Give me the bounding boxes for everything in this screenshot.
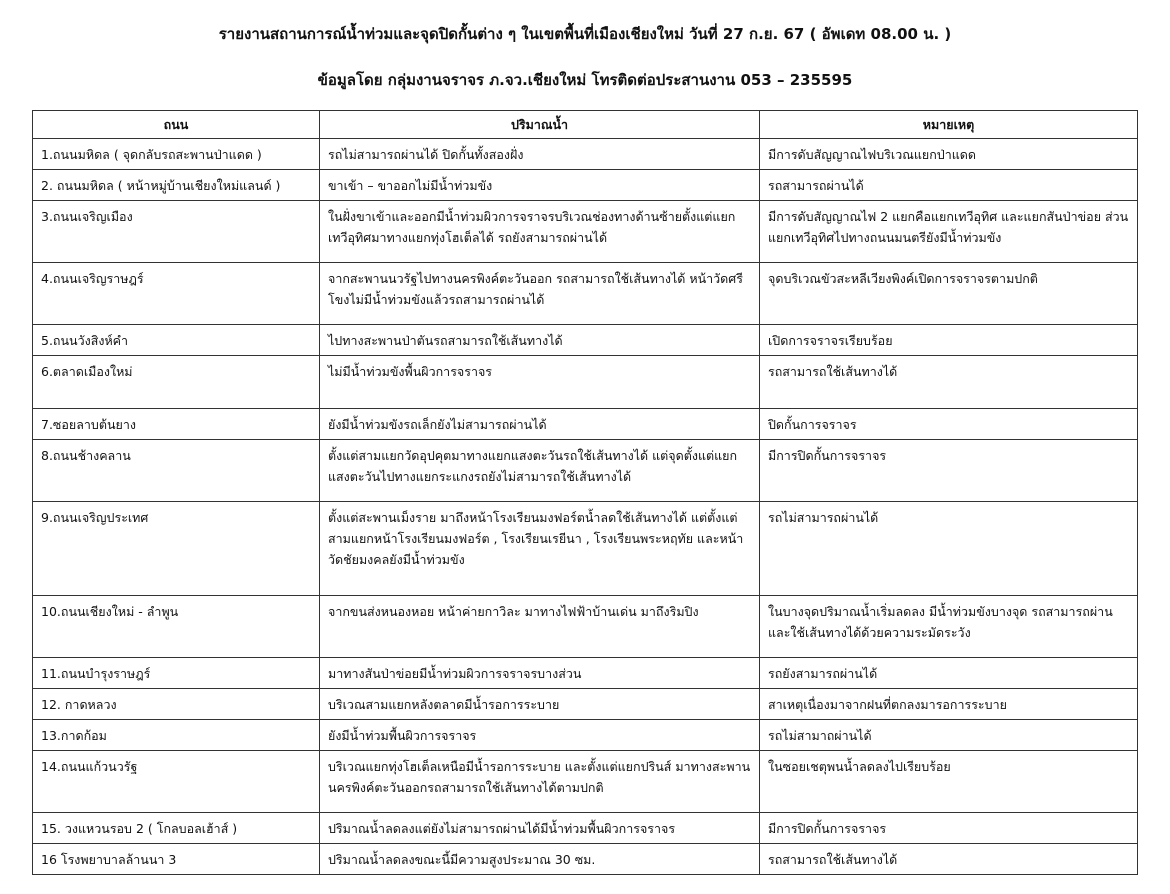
note-cell: จุดบริเวณขัวสะหลีเวียงพิงค์เปิดการจราจรตามปกติ [760,263,1138,325]
note-cell: ในซอยเชตุพนน้ำลดลงไปเรียบร้อย [760,751,1138,813]
road-cell: 12. กาดหลวง [33,689,320,720]
table-row [33,689,1138,720]
note-cell: ในบางจุดปริมาณน้ำเริ่มลดลง มีน้ำท่วมขังบางจุด รถสามารถผ่านและใช้เส้นทางได้ด้วยความระมัดระวัง [760,596,1138,658]
road-cell: 1.ถนนมหิดล ( จุดกลับรถสะพานป่าแดด ) [33,139,320,170]
table-row [33,813,1138,844]
road-cell: 16 โรงพยาบาลล้านนา 3 [33,844,320,875]
report-source-line: ข้อมูลโดย กลุ่มงานจราจร ภ.จว.เชียงใหม่ โทรติดต่อประสานงาน 053 – 235595 [317,71,853,89]
table-row [33,409,1138,440]
road-cell: 6.ตลาดเมืองใหม่ [33,356,320,409]
road-cell: 3.ถนนเจริญเมือง [33,201,320,263]
road-cell: 8.ถนนช้างคลาน [33,440,320,502]
note-cell: รถสามารถใช้เส้นทางได้ [760,844,1138,875]
water-cell: ขาเข้า – ขาออกไม่มีน้ำท่วมขัง [320,170,760,201]
water-cell: ปริมาณน้ำลดลงขณะนี้มีความสูงประมาณ 30 ซม. [320,844,760,875]
table-row [33,263,1138,325]
note-cell: รถยังสามารถผ่านได้ [760,658,1138,689]
report-title: รายงานสถานการณ์น้ำท่วมและจุดปิดกั้นต่าง ๆ ในเขตพื้นที่เมืองเชียงใหม่ วันที่ 27 ก.ย. 67 ( อัพเดท 08.00 น. ) [218,25,952,43]
note-cell: มีการปิดกั้นการจราจร [760,440,1138,502]
note-cell: มีการปิดกั้นการจราจร [760,813,1138,844]
column-header-road: ถนน [33,111,320,139]
water-cell: จากขนส่งหนองหอย หน้าค่ายกาวิละ มาทางไฟฟ้าบ้านเด่น มาถึงริมปิง [320,596,760,658]
water-cell: ปริมาณน้ำลดลงแต่ยังไม่สามารถผ่านได้มีน้ำท่วมพื้นผิวการจราจร [320,813,760,844]
note-cell: มีการดับสัญญาณไฟบริเวณแยกป่าแดด [760,139,1138,170]
table-row [33,325,1138,356]
road-cell: 5.ถนนวังสิงห์คำ [33,325,320,356]
table-row [33,502,1138,596]
water-cell: ยังมีน้ำท่วมขังรถเล็กยังไม่สามารถผ่านได้ [320,409,760,440]
water-cell: ยังมีน้ำท่วมพื้นผิวการจราจร [320,720,760,751]
road-cell: 2. ถนนมหิดล ( หน้าหมู่บ้านเชียงใหม่แลนด์ ) [33,170,320,201]
table-row [33,751,1138,813]
water-cell: จากสะพานนวรัฐไปทางนครพิงค์ตะวันออก รถสามารถใช้เส้นทางได้ หน้าวัดศรีโขงไม่มีน้ำท่วมขังแล้วรถสามารถผ่านได้ [320,263,760,325]
water-cell: ไปทางสะพานป่าตันรถสามารถใช้เส้นทางได้ [320,325,760,356]
water-cell: บริเวณแยกทุ่งโฮเต็ลเหนือมีน้ำรอการระบาย และตั้งแต่แยกปรินส์ มาทางสะพานนครพิงค์ตะวันออกรถสามารถใช้เส้นทางได้ตามปกติ [320,751,760,813]
table-row [33,201,1138,263]
note-cell: รถไม่สามาถผ่านได้ [760,720,1138,751]
note-cell: ปิดกั้นการจราจร [760,409,1138,440]
water-cell: ในฝั่งขาเข้าและออกมีน้ำท่วมผิวการจราจรบริเวณช่องทางด้านซ้ายตั้งแต่แยกเทวีอุทิศมาทางแยกทุ่งโฮเต็ลได้ รถยังสามารถผ่านได้ [320,201,760,263]
table-row [33,844,1138,875]
road-cell: 15. วงแหวนรอบ 2 ( โกลบอลเฮ้าส์ ) [33,813,320,844]
water-cell: มาทางสันป่าข่อยมีน้ำท่วมผิวการจราจรบางส่วน [320,658,760,689]
note-cell: รถไม่สามารถผ่านได้ [760,502,1138,596]
table-row [33,139,1138,170]
note-cell: รถสามารถใช้เส้นทางได้ [760,356,1138,409]
road-cell: 14.ถนนแก้วนวรัฐ [33,751,320,813]
table-row [33,596,1138,658]
road-cell: 11.ถนนบำรุงราษฎร์ [33,658,320,689]
flood-status-table [32,110,1138,875]
note-cell: สาเหตุเนื่องมาจากฝนที่ตกลงมารอการระบาย [760,689,1138,720]
road-cell: 10.ถนนเชียงใหม่ - ลำพูน [33,596,320,658]
road-cell: 4.ถนนเจริญราษฎร์ [33,263,320,325]
column-header-water-level: ปริมาณน้ำ [320,111,760,139]
water-cell: บริเวณสามแยกหลังตลาดมีน้ำรอการระบาย [320,689,760,720]
table-row [33,170,1138,201]
water-cell: รถไม่สามารถผ่านได้ ปิดกั้นทั้งสองฝั่ง [320,139,760,170]
column-header-remarks: หมายเหตุ [760,111,1138,139]
road-cell: 9.ถนนเจริญประเทศ [33,502,320,596]
water-cell: ตั้งแต่สะพานเม็งราย มาถึงหน้าโรงเรียนมงฟอร์ตน้ำลดใช้เส้นทางได้ แต่ตั้งแต่สามแยกหน้าโรงเรียนมงฟอร์ต , โรงเรียนเรยีนา , โรงเรียนพระหฤทัย และหน้าวัดชัยมงคลยังมีน้ำท่วมขัง [320,502,760,596]
table-row [33,356,1138,409]
note-cell: รถสามารถผ่านได้ [760,170,1138,201]
road-cell: 13.กาดก้อม [33,720,320,751]
table-row [33,720,1138,751]
note-cell: มีการดับสัญญาณไฟ 2 แยกคือแยกเทวีอุทิศ และแยกสันป่าข่อย ส่วนแยกเทวีอุทิศไปทางถนนมนตรียังมีน้ำท่วมขัง [760,201,1138,263]
table-header-row [33,111,1138,139]
road-cell: 7.ซอยลาบต้นยาง [33,409,320,440]
table-row [33,658,1138,689]
table-row [33,440,1138,502]
water-cell: ตั้งแต่สามแยกวัดอุปคุตมาทางแยกแสงตะวันรถใช้เส้นทางได้ แต่จุดตั้งแต่แยกแสงตะวันไปทางแยกระแกงรถยังไม่สามารถใช้เส้นทางได้ [320,440,760,502]
water-cell: ไม่มีน้ำท่วมขังพื้นผิวการจราจร [320,356,760,409]
note-cell: เปิดการจราจรเรียบร้อย [760,325,1138,356]
